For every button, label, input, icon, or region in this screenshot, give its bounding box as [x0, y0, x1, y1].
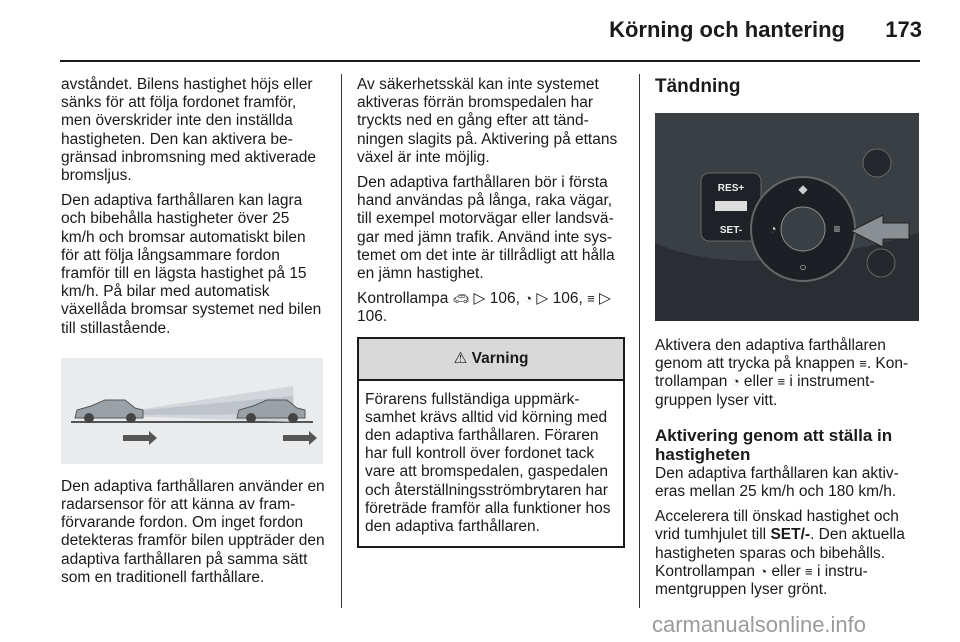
- adaptive-cruise-icon: ≡: [859, 356, 867, 372]
- warning-header: ⚠︎ Varning: [359, 339, 623, 381]
- warning-text: Förarens fullständiga uppmärksamhet krävs alltid vid körning med den adaptiva farthållaren. Föraren har full kontroll över fordonet tack vare att bromspedalen, gaspedalen och återställningsströmbrytaren har företräde framför alla funktioner hos den adaptiva farthållaren.: [365, 390, 611, 536]
- section-heading: Tändning: [655, 76, 741, 97]
- paragraph: avståndet. Bilens hastighet höjs eller sänks för att följa fordonet framför, men överskrider inte den inställda hastigheten. Den kan aktivera begränsad inbromsning med aktiverade bromsljus.: [61, 76, 317, 185]
- adaptive-cruise-icon: ≡: [587, 291, 595, 307]
- cruise-control-icon: ◔: [759, 563, 768, 579]
- paragraph: Accelerera till önskad hastighet och vrid tumhjulet till SET/-. Den aktuella hastigheten sparas och bibehålls. Kontrollampan ◔ eller ≡ i instrumentgruppen lyser grönt.: [655, 508, 905, 599]
- own-car-icon: [75, 400, 143, 423]
- radar-illustration: [61, 358, 323, 464]
- paragraph: Aktivera den adaptiva farthållaren genom att trycka på knappen ≡. Kontrollampan ◔ eller ≡ i instrumentgruppen lyser vitt.: [655, 337, 909, 409]
- watermark: carmanualsonline.info: [652, 612, 867, 637]
- svg-text:≡: ≡: [833, 222, 841, 236]
- steering-controls-graphic: [655, 113, 919, 321]
- page-number: 173: [885, 17, 922, 42]
- column-1: [61, 76, 327, 594]
- arrow-icon: [283, 431, 317, 445]
- paragraph: Den adaptiva farthållaren kan lagra och bibehålla hastigheter över 25 km/h och bromsar automatiskt bilen för att följa långsammare fordon framför till en lägsta hastighet på 15 km/h. På bilar med automatisk växellåda bromsar systemet ned bilen till stillastående.: [61, 192, 322, 337]
- paragraph: Den adaptiva farthållaren kan aktiveras mellan 25 km/h och 180 km/h.: [655, 464, 899, 501]
- cruise-control-icon: ◔: [524, 291, 533, 307]
- paragraph: Av säkerhetsskäl kan inte systemet aktiveras förrän bromspedalen har tryckts ned en gång efter att tändningen slagits på. Aktivering på ettans växel är inte möjlig.: [357, 76, 618, 166]
- res-button-label: RES+: [717, 183, 745, 194]
- svg-text:◔: ◔: [769, 222, 777, 236]
- paragraph: Kontrollampa 🚗︎ ▷ 106, ◔ ▷ 106, ≡ ▷ 106.: [357, 290, 611, 326]
- steering-wheel-controls-photo: [655, 113, 919, 321]
- car-icon: 🚗︎: [452, 291, 470, 307]
- column-divider: [341, 74, 342, 608]
- arrow-icon: [123, 431, 157, 445]
- header-rule: [60, 60, 920, 62]
- column-3: [655, 76, 923, 606]
- cruise-control-icon: ◔: [731, 374, 740, 390]
- page-header: [0, 0, 960, 60]
- radar-diagram: [61, 358, 323, 464]
- adaptive-cruise-icon: ≡: [777, 374, 786, 390]
- paragraph: Den adaptiva farthållaren använder en radarsensor för att känna av framförvarande fordon. Om inget fordon detekteras framför bilen uppträder den adaptiva farthållaren på samma sätt som en traditionell farthållare.: [61, 477, 325, 586]
- warning-box: [357, 337, 625, 549]
- column-divider: [639, 74, 640, 608]
- paragraph: Den adaptiva farthållaren bör i första hand användas på långa, raka vägar, till exempel motorvägar eller landsvägar med jämn trafik. Använd inte systemet om det inte är tillrådligt att hålla en jämn hastighet.: [357, 174, 615, 283]
- set-button-label: SET-: [719, 225, 743, 236]
- page-reference-icon: ▷: [473, 290, 486, 308]
- chapter-title: Körning och hantering: [609, 17, 845, 42]
- adaptive-cruise-icon: ≡: [805, 563, 813, 579]
- warning-triangle-icon: ⚠︎: [453, 349, 468, 367]
- page-reference-icon: ▷: [536, 290, 549, 308]
- column-2: [357, 76, 625, 548]
- page-reference-icon: ▷: [598, 290, 611, 308]
- subsection-heading: Aktivering genom att ställa in hastigheten: [655, 425, 893, 465]
- svg-text:◆: ◆: [798, 182, 808, 196]
- svg-text:○: ○: [799, 260, 807, 274]
